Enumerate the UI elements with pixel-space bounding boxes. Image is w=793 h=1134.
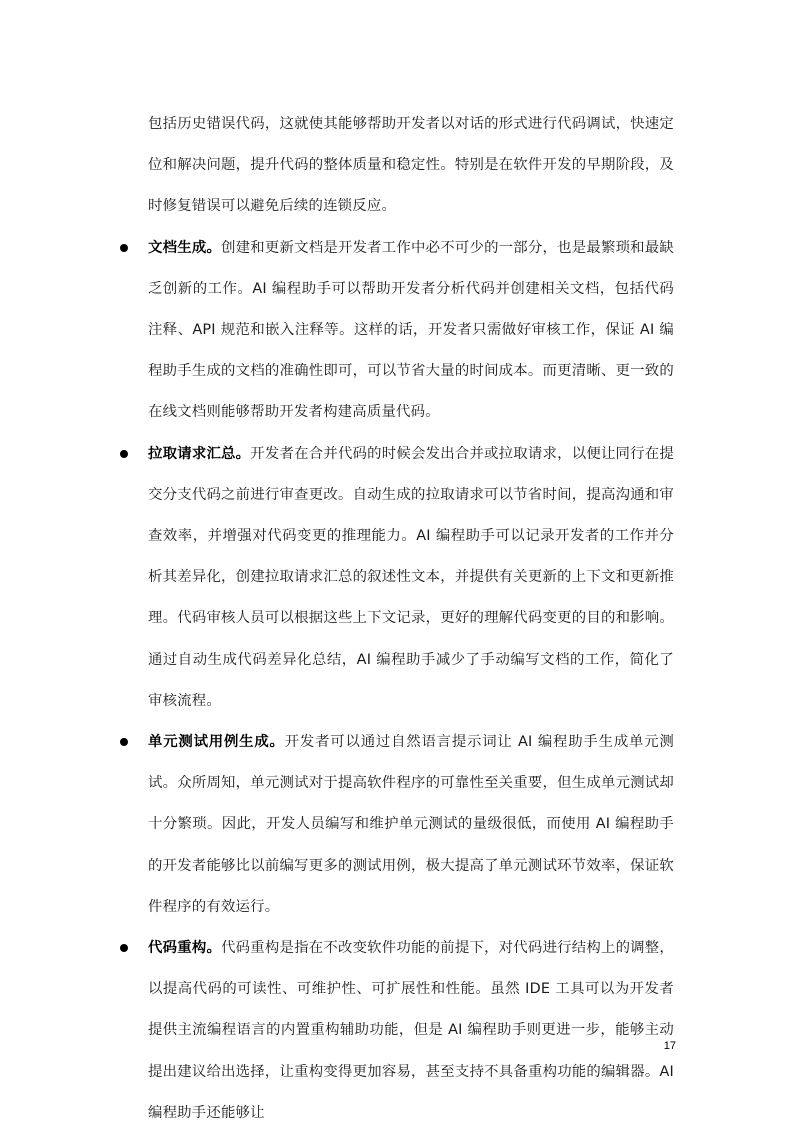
list-item-document-generation xyxy=(148,228,674,434)
bullet-icon xyxy=(120,944,128,952)
bullet-icon xyxy=(120,244,128,252)
list-item-unit-test-generation xyxy=(148,722,674,928)
item-term: 拉取请求汇总。 xyxy=(148,445,251,462)
list-item-pull-request-summary xyxy=(148,434,674,722)
item-text: 开发者在合并代码的时候会发出合并或拉取请求，以便让同行在提交分支代码之前进行审查更改。自动生成的拉取请求可以节省时间，提高沟通和审查效率，并增强对代码变更的推理能力。AI 编程助手可以记录开发者的工作并分析其差异化，创建拉取请求汇总的叙述性文本，并提供有关更新的上下文和更新推理。代码审核人员可以根据这些上下文记录，更好的理解代码变更的目的和影响。通过自动生成代码差异化总结，AI 编程助手减少了手动编写文档的工作，简化了审核流程。 xyxy=(148,445,674,709)
item-text: 创建和更新文档是开发者工作中必不可少的一部分，也是最繁琐和最缺乏创新的工作。AI 编程助手可以帮助开发者分析代码并创建相关文档，包括代码注释、API 规范和嵌入注释等。这样的话，开发者只需做好审核工作，保证 AI 编程助手生成的文档的准确性即可，可以节省大量的时间成本。而更清晰、更一致的在线文档则能够帮助开发者构建高质量代码。 xyxy=(148,239,674,421)
item-term: 文档生成。 xyxy=(148,239,222,256)
body-text xyxy=(148,104,674,1134)
continuation-paragraph: 包括历史错误代码，这就使其能够帮助开发者以对话的形式进行代码调试，快速定位和解决问题，提升代码的整体质量和稳定性。特别是在软件开发的早期阶段，及时修复错误可以避免后续的连锁反应。 xyxy=(148,116,674,215)
bullet-icon xyxy=(120,738,128,746)
bullet-icon xyxy=(120,450,128,458)
item-text: 开发者可以通过自然语言提示词让 AI 编程助手生成单元测试。众所周知，单元测试对于提高软件程序的可靠性至关重要，但生成单元测试却十分繁琐。因此，开发人员编写和维护单元测试的量级很低，而使用 AI 编程助手的开发者能够比以前编写更多的测试用例，极大提高了单元测试环节效率，保证软件程序的有效运行。 xyxy=(148,734,674,915)
list-item-code-refactoring xyxy=(148,928,674,1134)
item-text: 代码重构是指在不改变软件功能的前提下，对代码进行结构上的调整，以提高代码的可读性、可维护性、可扩展性和性能。虽然 IDE 工具可以为开发者提供主流编程语言的内置重构辅助功能，但是 AI 编程助手则更进一步，能够主动提出建议给出选择，让重构变得更加容易，甚至支持不具备重构功能的编辑器。AI 编程助手还能够让 xyxy=(148,940,674,1121)
item-term: 单元测试用例生成。 xyxy=(148,734,285,751)
item-term: 代码重构。 xyxy=(148,940,222,957)
page-number: 17 xyxy=(663,1040,676,1052)
